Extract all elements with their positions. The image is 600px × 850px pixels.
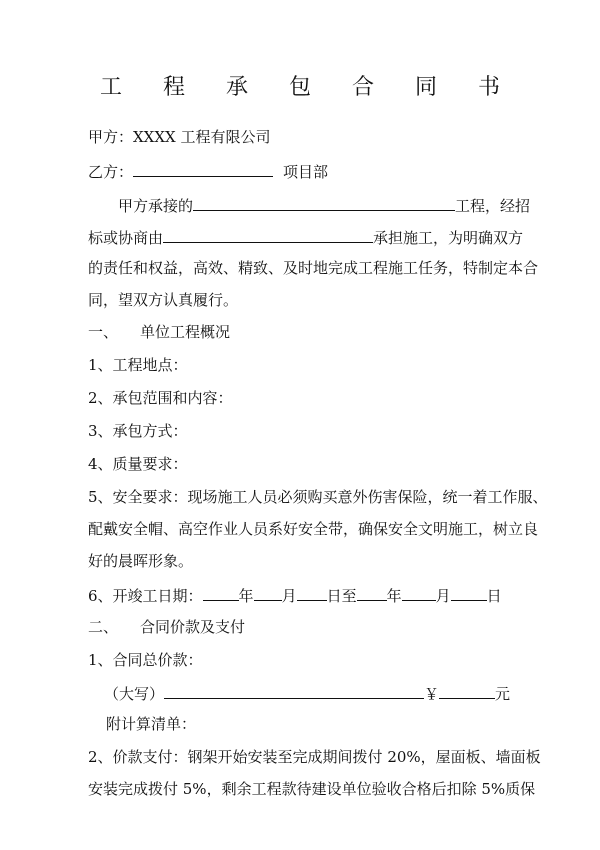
daxie-line	[104, 682, 510, 704]
start-year-blank[interactable]	[203, 584, 239, 601]
end-year-blank[interactable]	[357, 584, 387, 601]
intro-l2-pre: 标或协商由	[88, 229, 164, 247]
section-2-number: 二、	[88, 618, 119, 636]
attach-line: 附计算清单：	[106, 715, 197, 733]
end-month-blank[interactable]	[402, 584, 436, 601]
intro-line-4: 同，望双方认真履行。	[88, 291, 239, 309]
intro-l1-pre: 甲方承接的	[118, 197, 194, 215]
yuan-unit: 元	[495, 685, 511, 703]
intro-l1-post: 工程，经招	[455, 197, 531, 215]
item-dates	[88, 584, 502, 606]
start-day-blank[interactable]	[297, 584, 327, 601]
intro-l2-post: 承担施工，为明确双方	[373, 229, 524, 247]
end-day-blank[interactable]	[451, 584, 487, 601]
section-1-title: 单位工程概况	[140, 323, 231, 341]
month-unit-2: 月	[435, 587, 451, 605]
payment-l1: 2、价款支付：钢架开始安装至完成期间拨付 20%，屋面板、墙面板	[88, 748, 541, 766]
start-month-blank[interactable]	[254, 584, 282, 601]
intro-line-3: 的责任和权益，高效、精致、及时地完成工程施工任务，特制定本合	[88, 259, 539, 277]
item-quality: 4、质量要求：	[88, 455, 188, 473]
party-b-label: 乙方：	[88, 163, 134, 181]
payment-l2: 安装完成拨付 5%，剩余工程款待建设单位验收合格后扣除 5%质保	[88, 780, 536, 798]
item-safety-l3: 好的晨晖形象。	[88, 552, 194, 570]
total-price-line: 1、合同总价款：	[88, 651, 203, 669]
intro-line-1	[118, 194, 530, 216]
amount-words-blank[interactable]	[164, 682, 424, 699]
section-2-heading	[88, 617, 245, 637]
project-name-blank[interactable]	[193, 194, 455, 211]
item-mode: 3、承包方式：	[88, 422, 188, 440]
section-1-heading	[88, 322, 230, 342]
daxie-label: （大写）	[104, 685, 165, 703]
year-unit-2: 年	[386, 587, 402, 605]
contractor-blank[interactable]	[163, 226, 373, 243]
document-title: 工 程 承 包 合 同 书	[100, 75, 517, 100]
item-safety-l2: 配戴安全帽、高空作业人员系好安全带，确保安全文明施工，树立良	[88, 520, 539, 538]
section-2-title: 合同价款及支付	[140, 618, 246, 636]
item-location: 1、工程地点：	[88, 356, 188, 374]
year-unit: 年	[238, 587, 254, 605]
item-scope: 2、承包范围和内容：	[88, 389, 233, 407]
day-unit: 日	[486, 587, 502, 605]
month-unit: 月	[281, 587, 297, 605]
amount-number-blank[interactable]	[439, 682, 495, 699]
party-b-line	[88, 160, 328, 182]
day-to-unit: 日至	[326, 587, 357, 605]
party-a-line: 甲方：XXXX 工程有限公司	[88, 128, 271, 146]
yen-symbol: ￥	[424, 685, 440, 703]
party-b-suffix: 项目部	[283, 163, 329, 181]
party-b-blank[interactable]	[133, 160, 273, 177]
intro-line-2	[88, 226, 523, 248]
item-safety-l1: 5、安全要求：现场施工人员必须购买意外伤害保险，统一着工作服、	[88, 488, 548, 506]
dates-label: 6、开竣工日期：	[88, 587, 203, 605]
section-1-number: 一、	[88, 323, 119, 341]
